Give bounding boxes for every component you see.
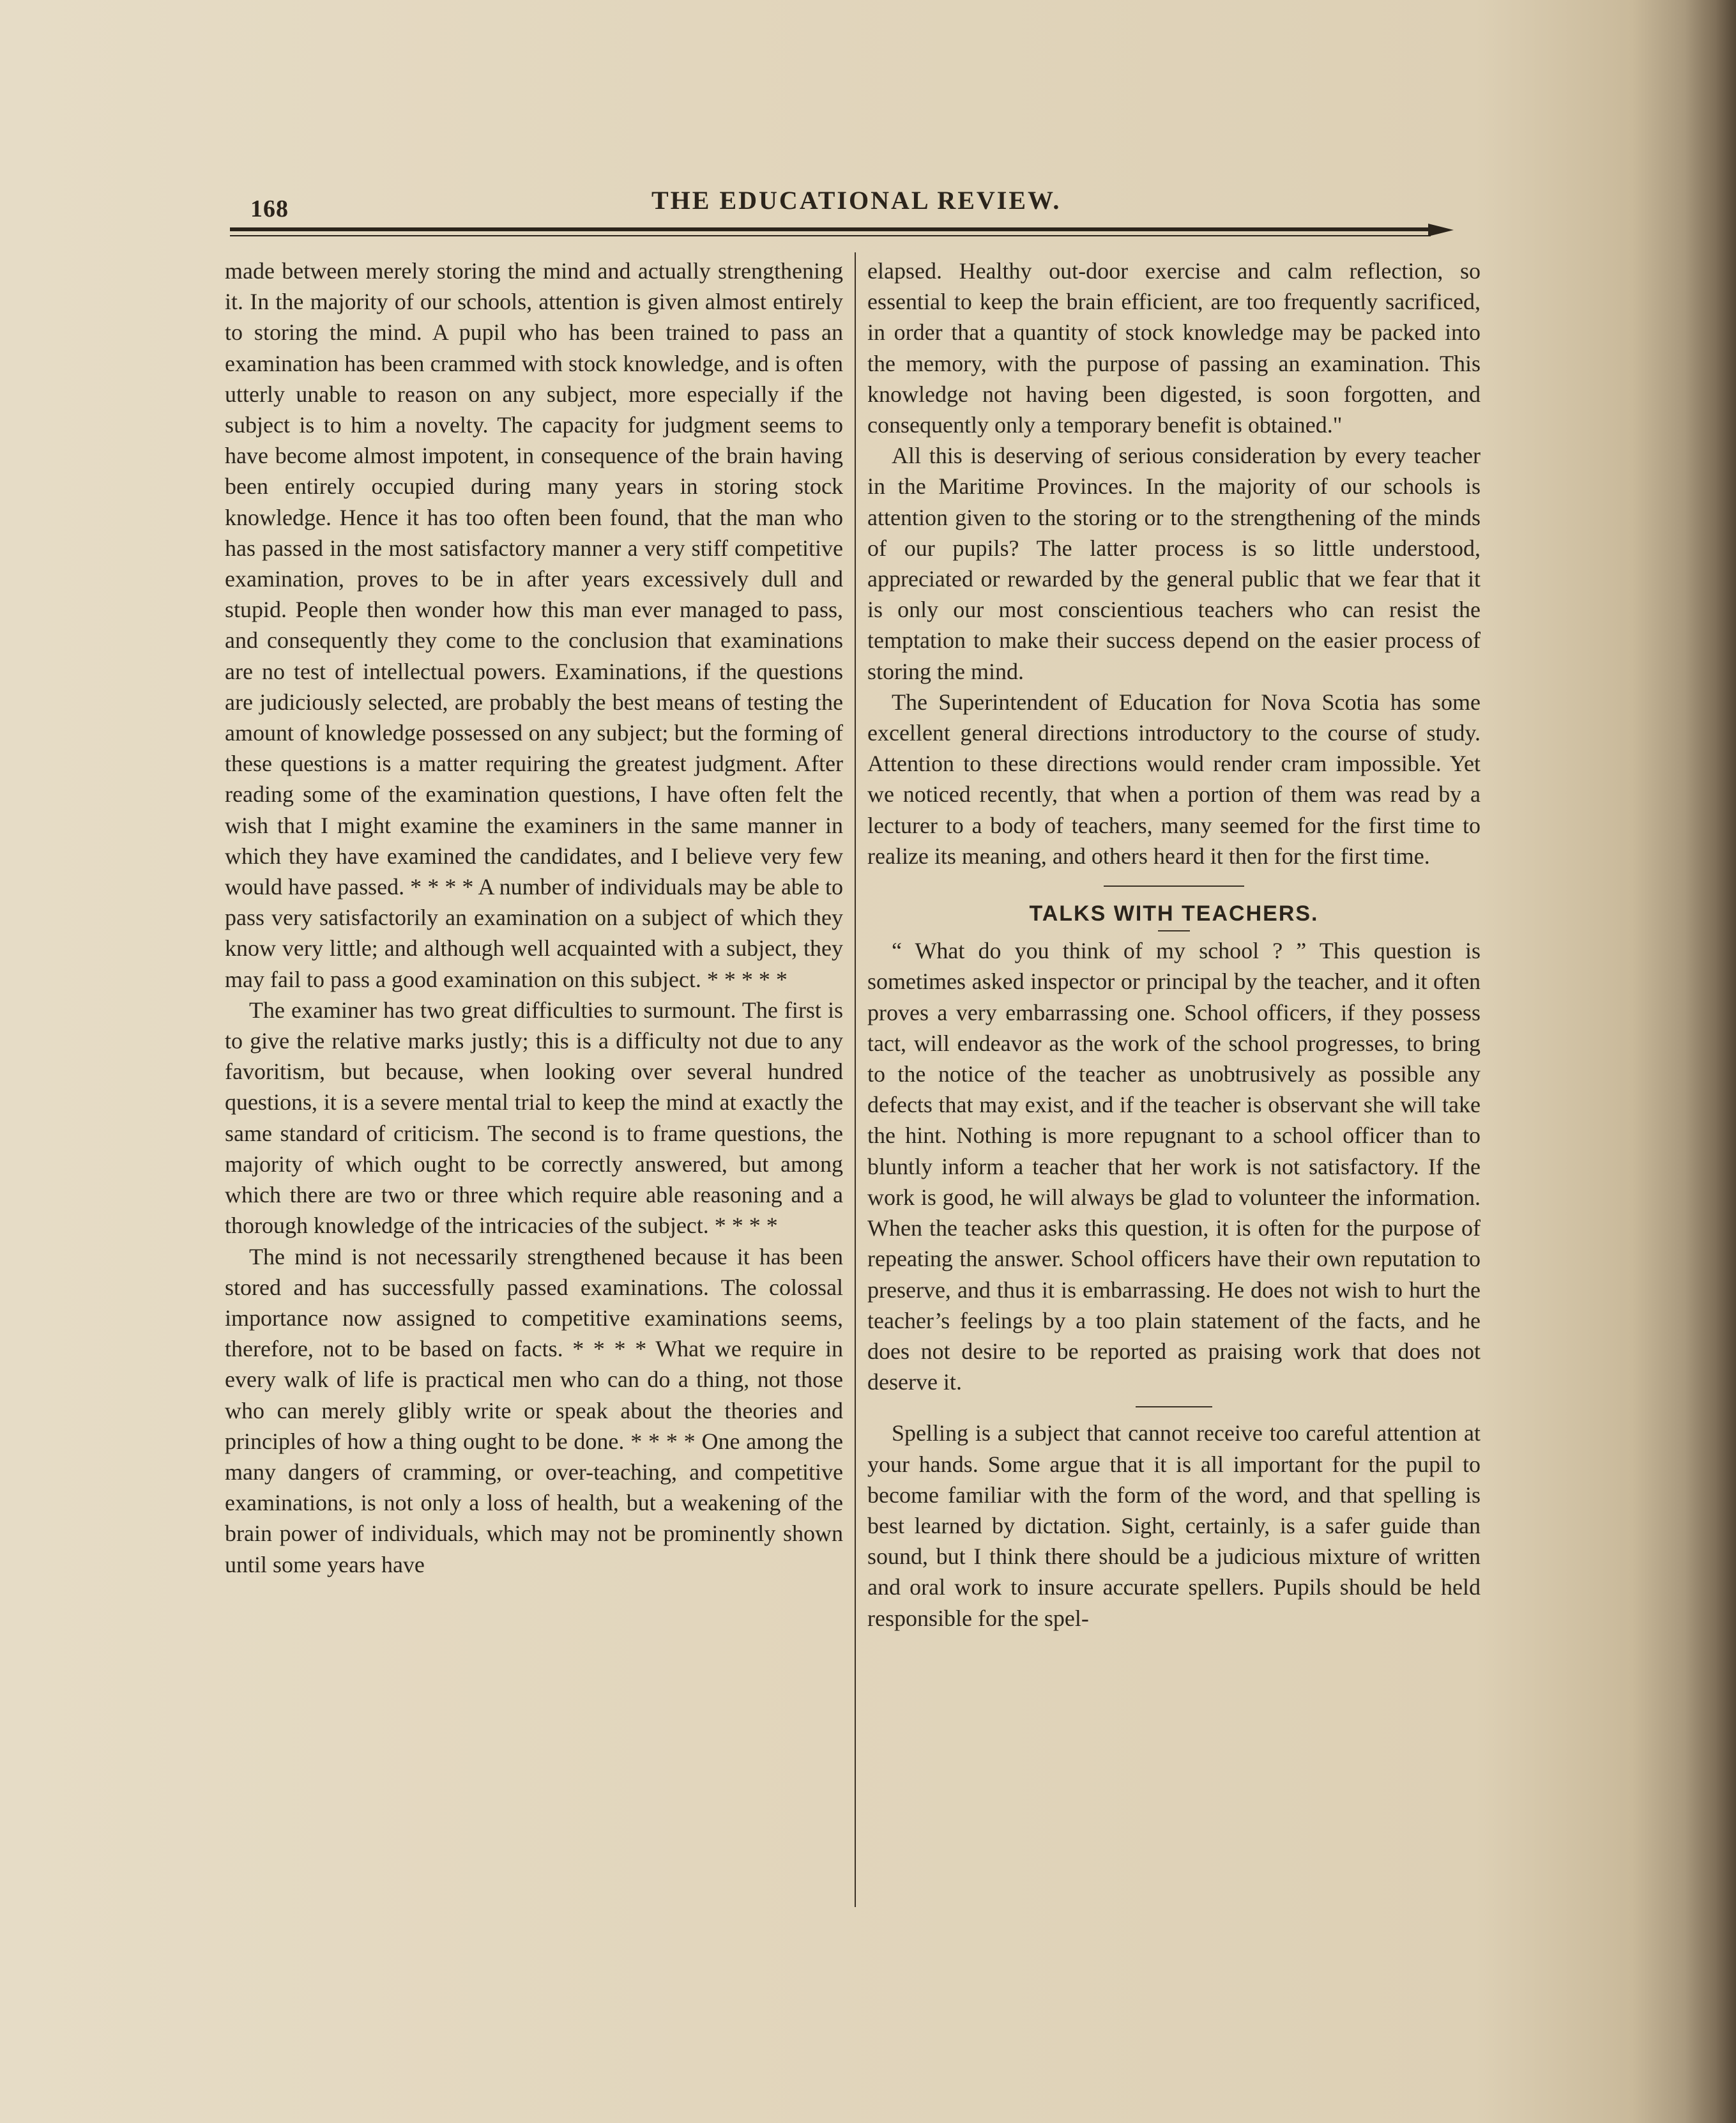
paragraph-divider (1136, 1406, 1212, 1407)
right-paragraph: All this is deserving of serious consideration by every teacher in the Maritime Provinces. In the majority of our schools is attention given to the storing or to the strengthening of the minds of our pupils? The latter process is so little understood, appreciated or rewarded by the general public that we fear that it is only our most conscientious teachers who can resist the temptation to make their success depend on the easier process of storing the mind. (867, 443, 1481, 684)
right-paragraph: elapsed. Healthy out-door exercise and calm reflection, so essential to keep the brain efficient, are too frequently sacrificed, in order that a quantity of stock knowledge may be packed into the memory, with the purpose of passing an examination. This knowledge not having been digested, is soon forgotten, and consequently only a temporary benefit is obtained." (867, 258, 1481, 438)
section-title: TALKS WITH TEACHERS. (1029, 901, 1319, 926)
right-paragraph: Spelling is a subject that cannot receive too careful attention at your hands. Some argue that it is all important for the pupil to become familiar with the form of the word, and that spelling is best learned by dictation. Sight, certainly, is a safer guide than sound, but I think there should be a judicious mixture of written and oral work to insure accurate spellers. Pupils should be held responsible for the spel- (867, 1420, 1481, 1631)
right-column (867, 256, 1481, 1634)
right-paragraph: The Superintendent of Education for Nova Scotia has some excellent general directions introductory to the course of study. Attention to these directions would render cram impossible. Yet we noticed recently, that when a portion of them was read by a lecturer to a body of teachers, many seemed for the first time to realize its meaning, and others heard it then for the first time. (867, 689, 1481, 869)
left-paragraph: The examiner has two great difficulties to surmount. The first is to give the relative marks justly; this is a difficulty not due to any favoritism, but because, when looking over several hundred questions, it is a severe mental trial to keep the mind at exactly the same standard of criticism. The second is to frame questions, the majority of which ought to be correctly answered, but among which there are two or three which require able reasoning and a thorough knowledge of the intricacies of the subject. * * * * (225, 997, 843, 1239)
header-rule-thin (230, 235, 1431, 236)
right-paragraph: “ What do you think of my school ? ” This question is sometimes asked inspector or principal by the teacher, and it often proves a very embarrassing one. School officers, if they possess tact, will endeavor as the work of the school progresses, to bring to the notice of the teacher as unobtrusively as possible any defects that may exist, and if the teacher is observant she will take the hint. Nothing is more repugnant to a school officer than to bluntly inform a teacher that her work is not satisfactory. If the work is good, he will always be glad to volunteer the information. When the teacher asks this question, it is often for the purpose of repeating the answer. School officers have their own reputation to preserve, and thus it is embarrassing. He does not wish to hurt the teacher’s feelings by a too plain statement of the facts, and he does not desire to be reported as praising work that does not deserve it. (867, 938, 1481, 1395)
section-title-underline (1158, 930, 1190, 931)
page-number: 168 (250, 195, 289, 222)
column-divider (855, 252, 856, 1907)
left-paragraph: made between merely storing the mind and actually strengthening it. In the majority of our schools, attention is given almost entirely to storing the mind. A pupil who has been trained to pass an examination has been crammed with stock knowledge, and is often utterly unable to reason on any subject, more especially if the subject is to him a novelty. The capacity for judgment seems to have become almost impotent, in consequence of the brain having been entirely occupied during many years in storing stock knowledge. Hence it has too often been found, that the man who has passed in the most satisfactory manner a very stiff competitive examination, proves to be in after years excessively dull and stupid. People then wonder how this man ever managed to pass, and consequently they come to the conclusion that examinations are no test of intellectual powers. Examinations, if the questions are judiciously selected, are probably the best means of testing the amount of knowledge possessed on any subject; but the forming of these questions is a matter requiring the greatest judgment. After reading some of the examination questions, I have often felt the wish that I might examine the examiners in the same manner in which they have examined the candidates, and I believe very few would have passed. * * * * A number of individuals may be able to pass very satisfactorily an examination on a subject of which they know very little; and although well acquainted with a subject, they may fail to pass a good examination on this subject. * * * * * (225, 258, 843, 992)
left-column (225, 256, 843, 1580)
section-divider (1104, 885, 1244, 887)
running-head: THE EDUCATIONAL REVIEW. (651, 186, 1062, 215)
left-paragraph: The mind is not necessarily strengthened because it has been stored and has successfully passed examinations. The colossal importance now assigned to competitive examinations seems, therefore, not to be based on facts. * * * * What we require in every walk of life is practical men who can do a thing, not those who can merely glibly write or speak about the theories and principles of how a thing ought to be done. * * * * One among the many dangers of cramming, or over-teaching, and competitive examinations, is not only a loss of health, but a weakening of the brain power of individuals, which may not be prominently shown until some years have (225, 1243, 843, 1577)
header-rule-arrow (1428, 224, 1454, 236)
page-edge-shadow (1685, 0, 1736, 2123)
header-rule-thick (230, 227, 1431, 231)
